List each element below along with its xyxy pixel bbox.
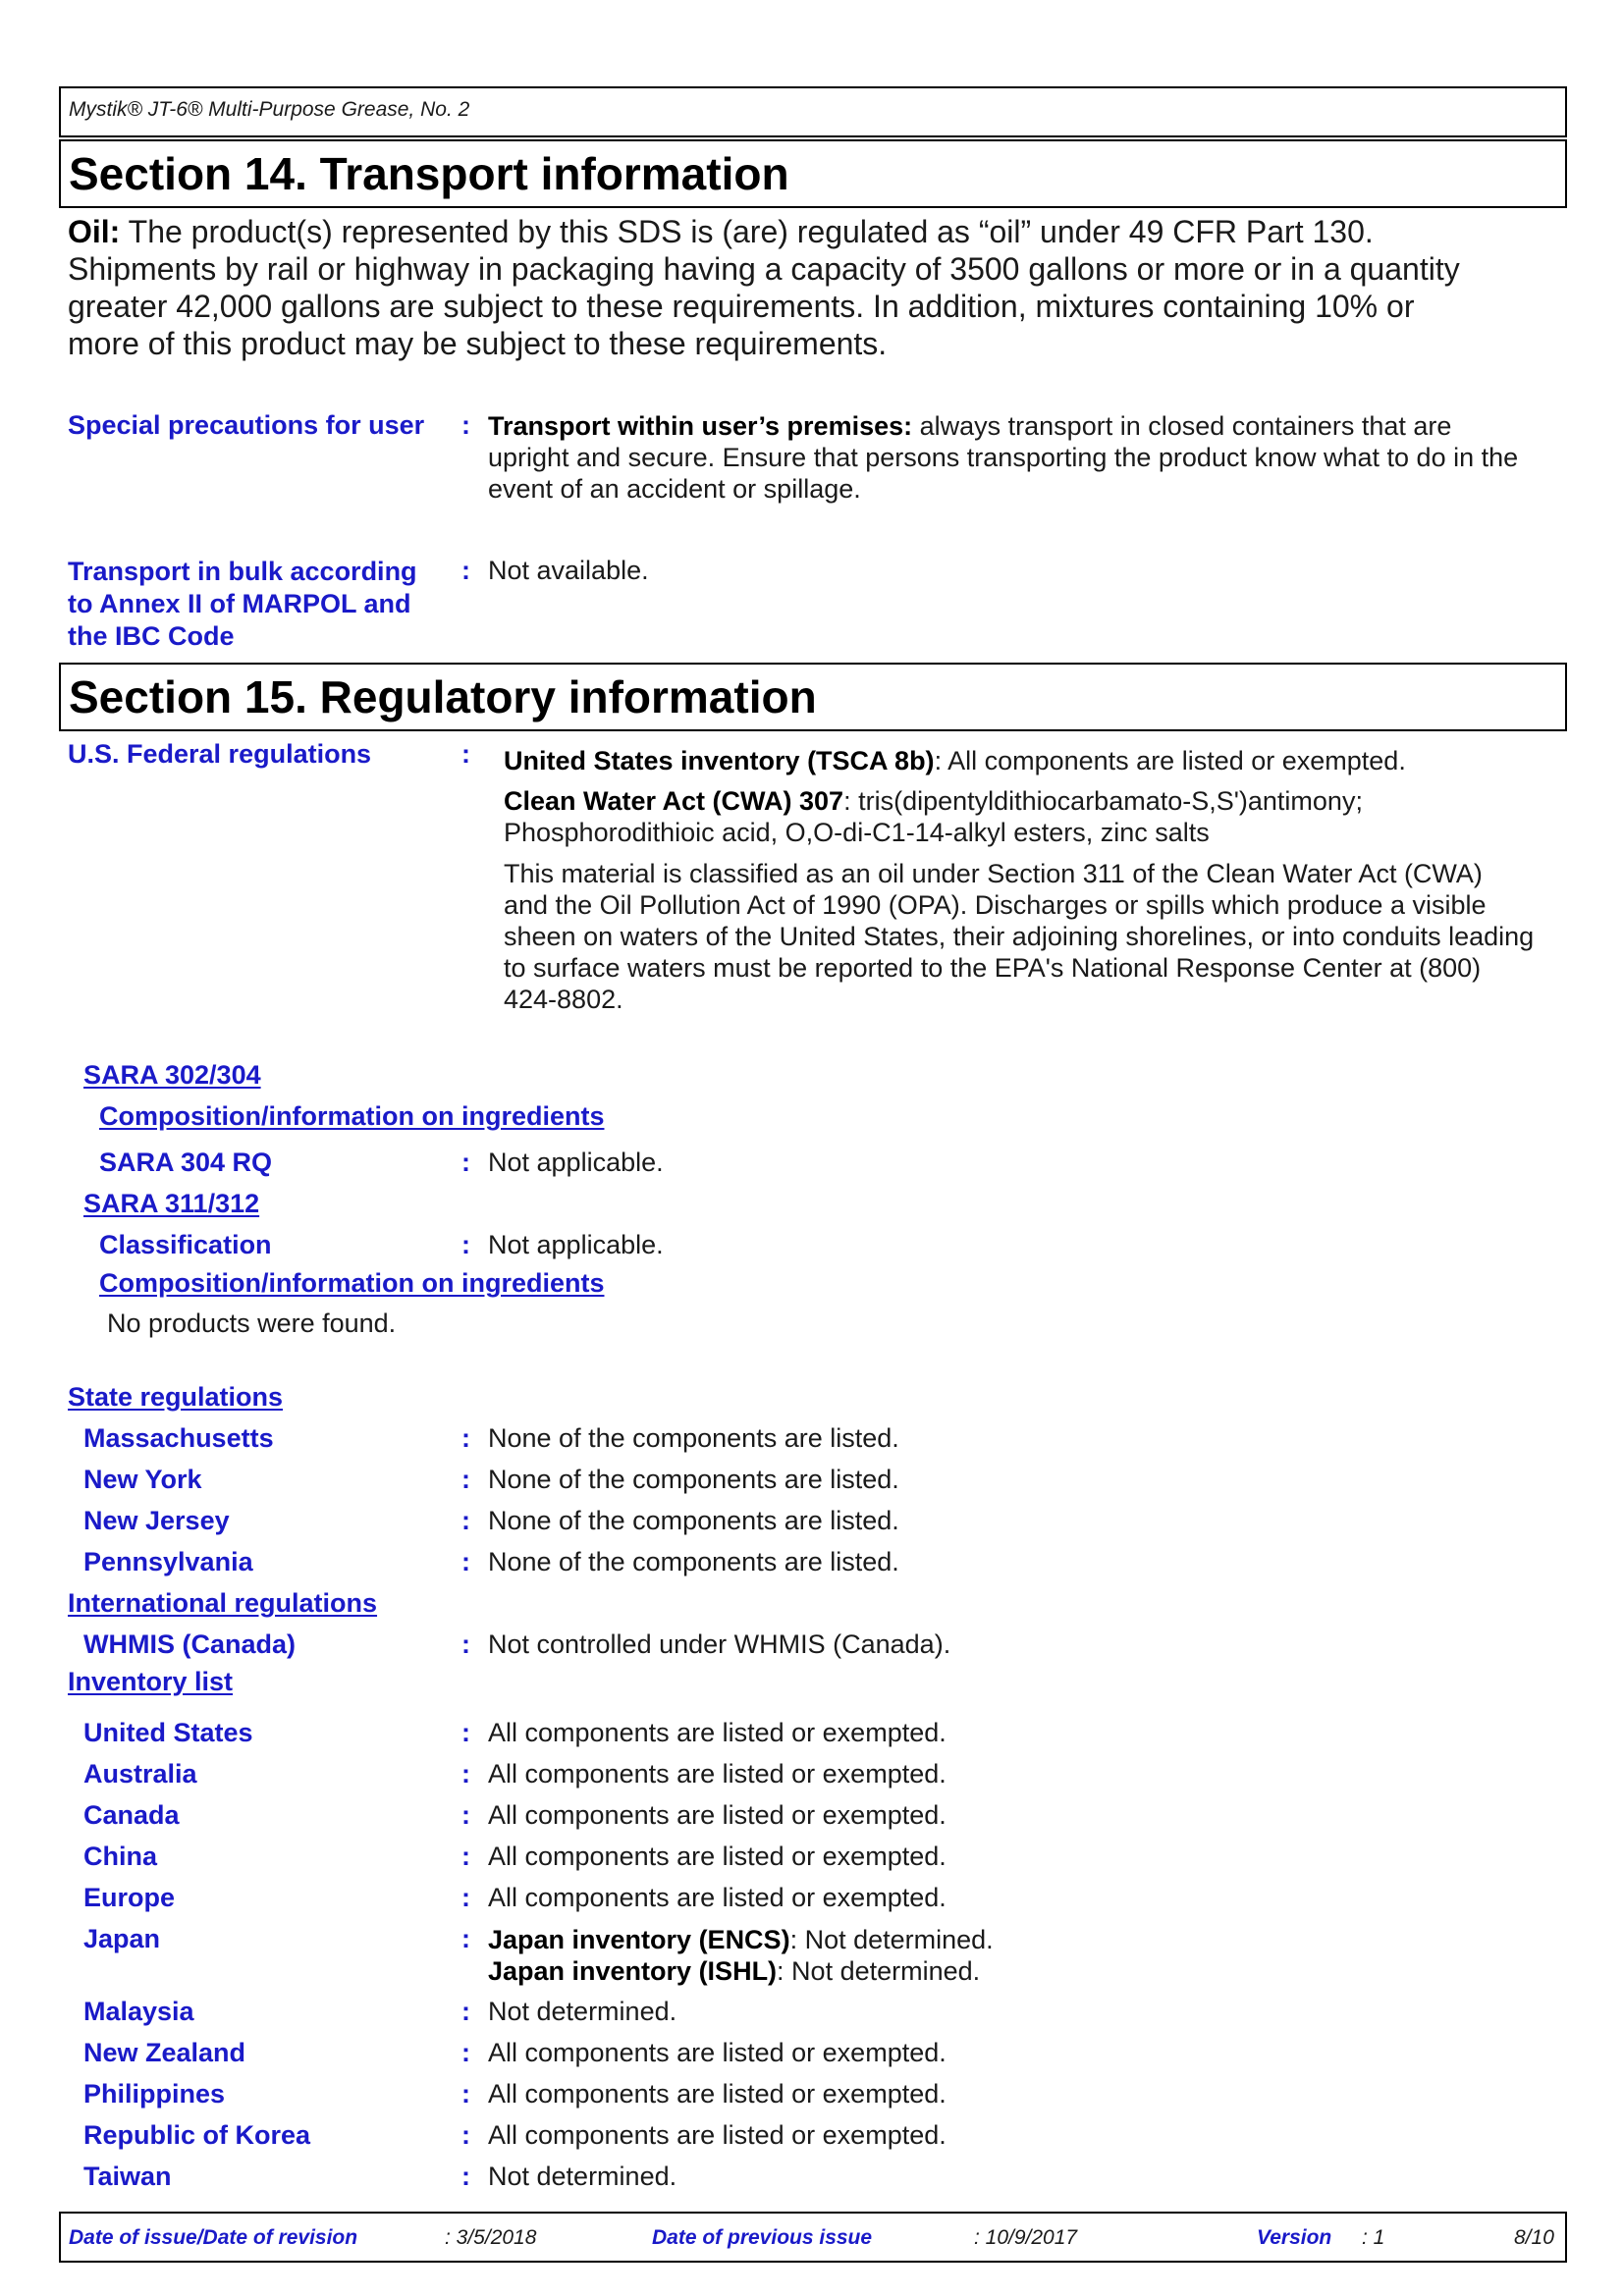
inventory-label: Taiwan (83, 2162, 172, 2191)
colon: : (461, 2038, 470, 2067)
sara-302-comp-info: Composition/information on ingredients (99, 1101, 605, 1131)
colon: : (461, 2162, 470, 2191)
section-14-title: Section 14. Transport information (69, 148, 789, 199)
inventory-label: New Zealand (83, 2038, 246, 2067)
inventory-label: United States (83, 1718, 253, 1747)
inventory-list-title: Inventory list (68, 1667, 234, 1696)
inventory-value: All components are listed or exempted. (488, 2120, 947, 2150)
special-precautions-value: Transport within user’s premises: always transport in closed containers that are upright and secure. Ensure that persons transporting the product know what to do in the event of an accident or spillage. (488, 411, 1519, 504)
oil-line-3: greater 42,000 gallons are subject to these requirements. In addition, mixtures containing 10% or (68, 289, 1415, 324)
inventory-value: All components are listed or exempted. (488, 1883, 947, 1912)
version-value: : 1 (1362, 2226, 1385, 2249)
oil-label: Oil: (68, 214, 121, 249)
sara-302-title: SARA 302/304 (83, 1060, 261, 1090)
header-box (59, 86, 1567, 137)
colon: : (461, 1718, 470, 1747)
footer-box (59, 2212, 1567, 2263)
inventory-label: China (83, 1842, 158, 1871)
colon: : (461, 410, 470, 440)
japan-label: Japan (83, 1924, 161, 1953)
federal-regulations-label: U.S. Federal regulations (68, 739, 372, 769)
colon: : (461, 1997, 470, 2026)
sara-311-comp-info: Composition/information on ingredients (99, 1268, 605, 1298)
classification-label: Classification (99, 1230, 272, 1259)
colon: : (461, 1547, 470, 1576)
sara-304-rq-value: Not applicable. (488, 1148, 664, 1177)
inventory-label: Canada (83, 1800, 180, 1830)
colon: : (461, 556, 470, 585)
colon: : (461, 1883, 470, 1912)
section-15-title: Section 15. Regulatory information (69, 671, 817, 722)
sara-304-rq-label: SARA 304 RQ (99, 1148, 273, 1177)
colon: : (461, 2120, 470, 2150)
whmis-label: WHMIS (Canada) (83, 1629, 296, 1659)
version-label: Version (1257, 2226, 1332, 2249)
special-precautions-label: Special precautions for user (68, 410, 425, 440)
inventory-label: Republic of Korea (83, 2120, 311, 2150)
bulk-transport-label: Transport in bulk according to Annex II of MARPOL and the IBC Code (68, 557, 417, 651)
no-products-text: No products were found. (107, 1308, 397, 1338)
product-name: Mystik® JT-6® Multi-Purpose Grease, No. 2 (69, 98, 470, 121)
inventory-label: Europe (83, 1883, 176, 1912)
inventory-value: Not determined. (488, 1997, 677, 2026)
bulk-transport-value: Not available. (488, 556, 649, 585)
colon: : (461, 2079, 470, 2109)
state-value: None of the components are listed. (488, 1423, 899, 1453)
state-regulations-title: State regulations (68, 1382, 284, 1412)
state-label: New York (83, 1465, 202, 1494)
colon: : (461, 1924, 470, 1953)
inventory-value: All components are listed or exempted. (488, 1800, 947, 1830)
colon: : (461, 1230, 470, 1259)
issue-date-value: : 3/5/2018 (445, 2226, 537, 2249)
section-14-title-box (59, 139, 1567, 208)
oil-paragraph (68, 213, 1580, 362)
colon: : (461, 1842, 470, 1871)
whmis-value: Not controlled under WHMIS (Canada). (488, 1629, 951, 1659)
colon: : (461, 1506, 470, 1535)
issue-date-label: Date of issue/Date of revision (69, 2226, 358, 2249)
sara-311-title: SARA 311/312 (83, 1189, 260, 1218)
colon: : (461, 739, 470, 769)
oil-line-4: more of this product may be subject to these requirements. (68, 326, 888, 361)
colon: : (461, 1423, 470, 1453)
state-value: None of the components are listed. (488, 1547, 899, 1576)
international-regulations-title: International regulations (68, 1588, 378, 1618)
state-value: None of the components are listed. (488, 1506, 899, 1535)
inventory-label: Philippines (83, 2079, 226, 2109)
page-number: 8/10 (1514, 2226, 1554, 2249)
inventory-value: Not determined. (488, 2162, 677, 2191)
federal-tsca: United States inventory (TSCA 8b): All components are listed or exempted. (504, 746, 1406, 775)
inventory-label: Malaysia (83, 1997, 194, 2026)
oil-line-2: Shipments by rail or highway in packaging having a capacity of 3500 gallons or more or in a quantity (68, 251, 1460, 287)
classification-value: Not applicable. (488, 1230, 664, 1259)
state-label: New Jersey (83, 1506, 230, 1535)
state-label: Pennsylvania (83, 1547, 253, 1576)
inventory-value: All components are listed or exempted. (488, 2038, 947, 2067)
colon: : (461, 1800, 470, 1830)
inventory-label: Australia (83, 1759, 197, 1789)
colon: : (461, 1465, 470, 1494)
oil-text-1: The product(s) represented by this SDS is (are) regulated as “oil” under 49 CFR Part 130. (128, 214, 1374, 249)
state-value: None of the components are listed. (488, 1465, 899, 1494)
inventory-value: All components are listed or exempted. (488, 1842, 947, 1871)
colon: : (461, 1629, 470, 1659)
colon: : (461, 1148, 470, 1177)
oil-line-1 (68, 213, 1580, 250)
japan-value: Japan inventory (ENCS): Not determined. Japan inventory (ISHL): Not determined. (488, 1925, 994, 1986)
inventory-value: All components are listed or exempted. (488, 1718, 947, 1747)
previous-issue-label: Date of previous issue (652, 2226, 873, 2249)
inventory-value: All components are listed or exempted. (488, 2079, 947, 2109)
inventory-value: All components are listed or exempted. (488, 1759, 947, 1789)
colon: : (461, 1759, 470, 1789)
previous-issue-value: : 10/9/2017 (974, 2226, 1078, 2249)
section-15-title-box (59, 663, 1567, 731)
federal-oil-paragraph: This material is classified as an oil under Section 311 of the Clean Water Act (CWA) and the Oil Pollution Act of 1990 (OPA). Discharges or spills which produce a visible sheen on waters of the United States, their adjoining shorelines, or into conduits leading to surface waters must be reported to the EPA's National Response Center at (800) 424-8802. (504, 859, 1535, 1014)
special-precautions-bold: Transport within user’s premises: (488, 411, 913, 441)
state-label: Massachusetts (83, 1423, 274, 1453)
federal-cwa: Clean Water Act (CWA) 307: tris(dipentyldithiocarbamato-S,S')antimony; Phosphorodithioic acid, O,O-di-C1-14-alkyl esters, zinc salts (504, 786, 1363, 847)
